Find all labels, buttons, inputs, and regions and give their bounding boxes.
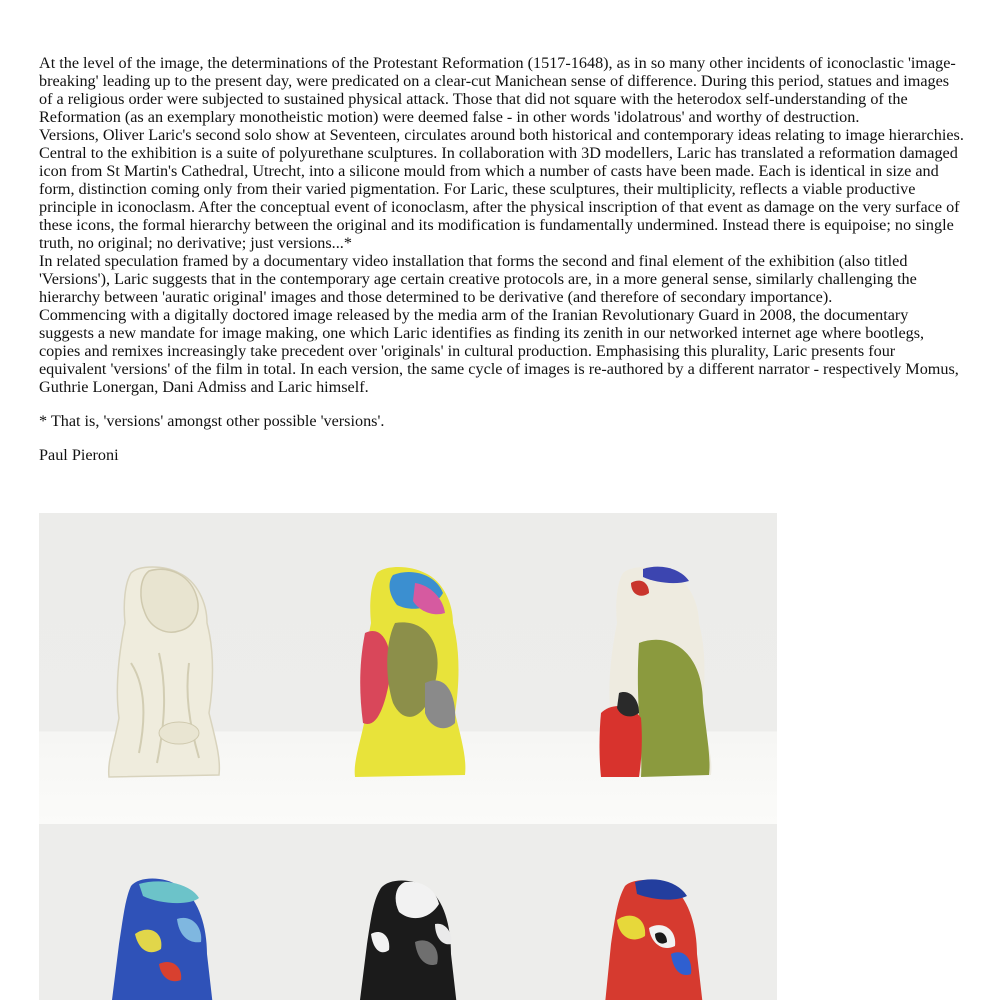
sculpture-hand [159,722,199,744]
paragraph-reformation: At the level of the image, the determinations of the Protestant Reformation (1517-1648), as in so many other incidents of iconoclastic 'image-breaking' leading up to the present day, were predicated on a clear-cut Manichean sense of difference. During this period, statues and images of a religious order were subjected to sustained physical attack. Those that did not square with the heterodox self-understanding of the Reformation (as an exemplary monotheistic motion) were deemed false - in other words 'idolatrous' and worthy of destruction. [39,54,956,126]
paint-red [600,706,642,777]
paragraph-documentary: Commencing with a digitally doctored image released by the media arm of the Iranian Revolutionary Guard in 2008, the documentary suggests a new mandate for image making, one which Laric identifies as finding its zenith in our networked internet age where bootlegs, copies and remixes increasingly take precedent over 'originals' in cultural production. Emphasising this plurality, Laric presents four equivalent 'versions' of the film in total. In each version, the same cycle of images is re-authored by a different narrator - respectively Momus, Guthrie Lonergan, Dani Admiss and Laric himself. [39,306,959,396]
sculpture-image-multicolor-red[interactable] [531,824,777,1000]
footnote: * That is, 'versions' amongst other possible 'versions'. [39,412,385,430]
paragraph-versions-show: Versions, Oliver Laric's second solo show at Seventeen, circulates around both historical and contemporary ideas relating to image hierarchies. Central to the exhibition is a suite of polyurethane sculptures. In collaboration with 3D modellers, Laric has translated a reformation damaged icon from St Martin's Cathedral, Utrecht, into a silicone mould from which a number of casts have been made. Each is identical in size and form, distinction coming only from their varied pigmentation. For Laric, these sculptures, their multiplicity, reflects a viable productive principle in iconoclasm. After the conceptual event of iconoclasm, after the physical inscription of that event as damage on the very surface of these icons, the formal hierarchy between the original and its modification is fundamentally undermined. Instead there is equipoise; no single truth, no original; no derivative; just versions...* [39,126,964,252]
sculpture-image-olive-red[interactable] [531,513,777,824]
article-text [39,54,964,464]
sculpture-image-blue-multicolor[interactable] [39,824,285,1000]
paragraph-related-speculation: In related speculation framed by a documentary video installation that forms the second and final element of the exhibition (also titled 'Versions'), Laric suggests that in the contemporary age certain creative protocols are, in a more general sense, similarly challenging the hierarchy between 'auratic original' images and those determined to be derivative (and therefore of secondary importance). [39,252,917,306]
sculpture-image-black-white[interactable] [285,824,531,1000]
author: Paul Pieroni [39,446,119,464]
sculpture-gallery [39,513,777,1000]
sculpture-image-cream[interactable] [39,513,285,824]
sculpture-image-multicolor-yellow[interactable] [285,513,531,824]
